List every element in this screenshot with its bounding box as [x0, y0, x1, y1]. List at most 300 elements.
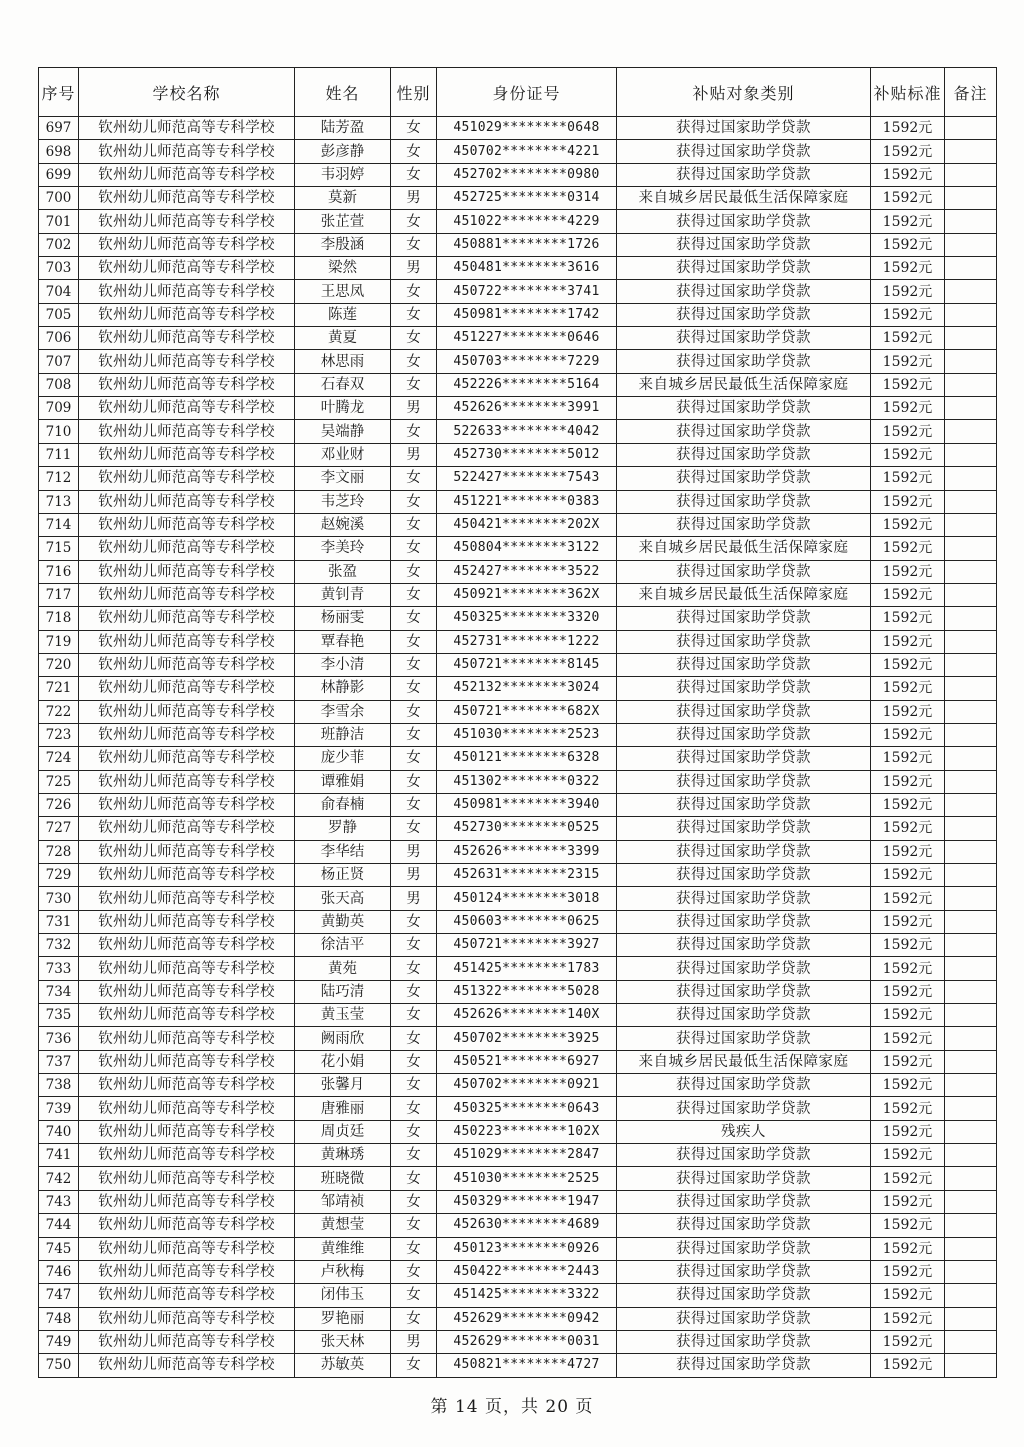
table-row: [39, 887, 997, 910]
cell-id-number: 450721********8145: [437, 653, 617, 676]
cell-remark: [945, 490, 997, 513]
cell-gender: 女: [391, 163, 437, 186]
cell-category: 获得过国家助学贷款: [617, 303, 871, 326]
table-row: [39, 934, 997, 957]
cell-subsidy: 1592元: [871, 397, 945, 420]
cell-subsidy: 1592元: [871, 1097, 945, 1120]
cell-gender: 女: [391, 934, 437, 957]
cell-name: 俞春楠: [295, 793, 391, 816]
subsidy-roster-table: [38, 67, 997, 1378]
table-row: [39, 327, 997, 350]
cell-category: 获得过国家助学贷款: [617, 677, 871, 700]
cell-seq: 747: [39, 1284, 79, 1307]
cell-name: 韦芝玲: [295, 490, 391, 513]
cell-subsidy: 1592元: [871, 257, 945, 280]
cell-remark: [945, 1074, 997, 1097]
cell-subsidy: 1592元: [871, 140, 945, 163]
cell-school: 钦州幼儿师范高等专科学校: [79, 1354, 295, 1377]
cell-name: 黄钊青: [295, 583, 391, 606]
cell-subsidy: 1592元: [871, 1214, 945, 1237]
cell-subsidy: 1592元: [871, 537, 945, 560]
cell-school: 钦州幼儿师范高等专科学校: [79, 467, 295, 490]
cell-remark: [945, 187, 997, 210]
cell-id-number: 451322********5028: [437, 980, 617, 1003]
cell-category: 获得过国家助学贷款: [617, 443, 871, 466]
cell-subsidy: 1592元: [871, 630, 945, 653]
cell-id-number: 452427********3522: [437, 560, 617, 583]
cell-id-number: 450722********3741: [437, 280, 617, 303]
cell-remark: [945, 747, 997, 770]
cell-school: 钦州幼儿师范高等专科学校: [79, 490, 295, 513]
cell-remark: [945, 257, 997, 280]
cell-gender: 女: [391, 373, 437, 396]
cell-seq: 733: [39, 957, 79, 980]
cell-name: 陆芳盈: [295, 117, 391, 140]
table-row: [39, 1097, 997, 1120]
table-row: [39, 957, 997, 980]
table-row: [39, 770, 997, 793]
table-row: [39, 1167, 997, 1190]
cell-name: 邹靖祯: [295, 1190, 391, 1213]
cell-gender: 女: [391, 1260, 437, 1283]
cell-category: 获得过国家助学贷款: [617, 607, 871, 630]
cell-subsidy: 1592元: [871, 887, 945, 910]
cell-gender: 男: [391, 1330, 437, 1353]
cell-category: 获得过国家助学贷款: [617, 467, 871, 490]
cell-subsidy: 1592元: [871, 1237, 945, 1260]
cell-remark: [945, 1004, 997, 1027]
cell-school: 钦州幼儿师范高等专科学校: [79, 980, 295, 1003]
cell-category: 获得过国家助学贷款: [617, 513, 871, 536]
cell-name: 梁然: [295, 257, 391, 280]
cell-seq: 737: [39, 1050, 79, 1073]
cell-school: 钦州幼儿师范高等专科学校: [79, 607, 295, 630]
cell-category: 获得过国家助学贷款: [617, 560, 871, 583]
table-row: [39, 700, 997, 723]
cell-seq: 718: [39, 607, 79, 630]
cell-remark: [945, 1284, 997, 1307]
cell-id-number: 450325********0643: [437, 1097, 617, 1120]
cell-seq: 705: [39, 303, 79, 326]
cell-school: 钦州幼儿师范高等专科学校: [79, 1284, 295, 1307]
cell-remark: [945, 1214, 997, 1237]
cell-seq: 702: [39, 233, 79, 256]
cell-school: 钦州幼儿师范高等专科学校: [79, 420, 295, 443]
cell-gender: 女: [391, 723, 437, 746]
cell-seq: 716: [39, 560, 79, 583]
cell-name: 班静洁: [295, 723, 391, 746]
cell-school: 钦州幼儿师范高等专科学校: [79, 630, 295, 653]
cell-name: 李文丽: [295, 467, 391, 490]
cell-seq: 717: [39, 583, 79, 606]
cell-gender: 女: [391, 560, 437, 583]
cell-id-number: 452725********0314: [437, 187, 617, 210]
cell-school: 钦州幼儿师范高等专科学校: [79, 1027, 295, 1050]
cell-school: 钦州幼儿师范高等专科学校: [79, 910, 295, 933]
cell-school: 钦州幼儿师范高等专科学校: [79, 560, 295, 583]
cell-gender: 女: [391, 957, 437, 980]
cell-school: 钦州幼儿师范高等专科学校: [79, 1214, 295, 1237]
cell-subsidy: 1592元: [871, 1260, 945, 1283]
cell-gender: 女: [391, 513, 437, 536]
table-row: [39, 677, 997, 700]
table-row: [39, 513, 997, 536]
cell-category: 获得过国家助学贷款: [617, 1190, 871, 1213]
cell-school: 钦州幼儿师范高等专科学校: [79, 1120, 295, 1143]
cell-name: 李殷涵: [295, 233, 391, 256]
cell-gender: 男: [391, 397, 437, 420]
table-row: [39, 233, 997, 256]
cell-gender: 女: [391, 793, 437, 816]
cell-remark: [945, 910, 997, 933]
cell-id-number: 452631********2315: [437, 864, 617, 887]
cell-name: 卢秋梅: [295, 1260, 391, 1283]
cell-subsidy: 1592元: [871, 1167, 945, 1190]
cell-seq: 699: [39, 163, 79, 186]
cell-seq: 744: [39, 1214, 79, 1237]
cell-school: 钦州幼儿师范高等专科学校: [79, 1097, 295, 1120]
cell-name: 阙雨欣: [295, 1027, 391, 1050]
cell-gender: 女: [391, 467, 437, 490]
cell-school: 钦州幼儿师范高等专科学校: [79, 1237, 295, 1260]
cell-category: 获得过国家助学贷款: [617, 1237, 871, 1260]
cell-remark: [945, 1190, 997, 1213]
cell-id-number: 450603********0625: [437, 910, 617, 933]
cell-gender: 女: [391, 1237, 437, 1260]
cell-gender: 女: [391, 910, 437, 933]
table-row: [39, 1330, 997, 1353]
cell-gender: 女: [391, 817, 437, 840]
cell-school: 钦州幼儿师范高等专科学校: [79, 257, 295, 280]
cell-gender: 女: [391, 630, 437, 653]
header-name: 姓名: [295, 68, 391, 117]
cell-name: 吴端静: [295, 420, 391, 443]
cell-seq: 734: [39, 980, 79, 1003]
table-row: [39, 1144, 997, 1167]
cell-remark: [945, 607, 997, 630]
cell-subsidy: 1592元: [871, 1330, 945, 1353]
cell-id-number: 450481********3616: [437, 257, 617, 280]
cell-id-number: 452132********3024: [437, 677, 617, 700]
table-row: [39, 1214, 997, 1237]
table-row: [39, 1354, 997, 1377]
cell-gender: 女: [391, 1027, 437, 1050]
cell-gender: 女: [391, 490, 437, 513]
cell-id-number: 450702********4221: [437, 140, 617, 163]
cell-school: 钦州幼儿师范高等专科学校: [79, 1144, 295, 1167]
cell-remark: [945, 327, 997, 350]
cell-remark: [945, 934, 997, 957]
cell-gender: 女: [391, 327, 437, 350]
cell-id-number: 450721********3927: [437, 934, 617, 957]
cell-id-number: 452702********0980: [437, 163, 617, 186]
table-row: [39, 210, 997, 233]
cell-id-number: 451022********4229: [437, 210, 617, 233]
cell-id-number: 452626********3399: [437, 840, 617, 863]
cell-remark: [945, 467, 997, 490]
cell-name: 李雪余: [295, 700, 391, 723]
cell-remark: [945, 653, 997, 676]
cell-category: 获得过国家助学贷款: [617, 770, 871, 793]
cell-seq: 729: [39, 864, 79, 887]
cell-category: 获得过国家助学贷款: [617, 864, 871, 887]
cell-remark: [945, 1307, 997, 1330]
cell-remark: [945, 513, 997, 536]
cell-seq: 745: [39, 1237, 79, 1260]
cell-id-number: 450981********3940: [437, 793, 617, 816]
cell-category: 获得过国家助学贷款: [617, 1167, 871, 1190]
cell-id-number: 452626********3991: [437, 397, 617, 420]
cell-subsidy: 1592元: [871, 1004, 945, 1027]
cell-id-number: 450223********102X: [437, 1120, 617, 1143]
cell-name: 黄想莹: [295, 1214, 391, 1237]
cell-remark: [945, 1144, 997, 1167]
cell-id-number: 451227********0646: [437, 327, 617, 350]
cell-name: 韦羽婷: [295, 163, 391, 186]
cell-seq: 724: [39, 747, 79, 770]
cell-category: 获得过国家助学贷款: [617, 840, 871, 863]
cell-subsidy: 1592元: [871, 1074, 945, 1097]
header-gender: 性别: [391, 68, 437, 117]
cell-subsidy: 1592元: [871, 1354, 945, 1377]
cell-id-number: 450981********1742: [437, 303, 617, 326]
cell-subsidy: 1592元: [871, 303, 945, 326]
cell-seq: 727: [39, 817, 79, 840]
cell-name: 张天高: [295, 887, 391, 910]
table-row: [39, 583, 997, 606]
cell-remark: [945, 980, 997, 1003]
cell-name: 徐洁平: [295, 934, 391, 957]
cell-seq: 703: [39, 257, 79, 280]
cell-category: 来自城乡居民最低生活保障家庭: [617, 583, 871, 606]
table-row: [39, 1027, 997, 1050]
cell-gender: 女: [391, 1050, 437, 1073]
table-row: [39, 1284, 997, 1307]
cell-seq: 730: [39, 887, 79, 910]
cell-subsidy: 1592元: [871, 1144, 945, 1167]
cell-subsidy: 1592元: [871, 1190, 945, 1213]
table-row: [39, 443, 997, 466]
cell-id-number: 450521********6927: [437, 1050, 617, 1073]
cell-name: 彭彦静: [295, 140, 391, 163]
cell-school: 钦州幼儿师范高等专科学校: [79, 327, 295, 350]
header-category: 补贴对象类别: [617, 68, 871, 117]
header-remark: 备注: [945, 68, 997, 117]
cell-school: 钦州幼儿师范高等专科学校: [79, 1167, 295, 1190]
cell-category: 获得过国家助学贷款: [617, 1144, 871, 1167]
cell-remark: [945, 1260, 997, 1283]
cell-gender: 男: [391, 864, 437, 887]
cell-school: 钦州幼儿师范高等专科学校: [79, 280, 295, 303]
cell-seq: 743: [39, 1190, 79, 1213]
cell-seq: 719: [39, 630, 79, 653]
cell-seq: 701: [39, 210, 79, 233]
cell-subsidy: 1592元: [871, 1027, 945, 1050]
cell-remark: [945, 770, 997, 793]
cell-seq: 712: [39, 467, 79, 490]
cell-name: 李小清: [295, 653, 391, 676]
cell-remark: [945, 560, 997, 583]
table-row: [39, 350, 997, 373]
table-row: [39, 864, 997, 887]
table-row: [39, 1237, 997, 1260]
cell-school: 钦州幼儿师范高等专科学校: [79, 513, 295, 536]
cell-name: 陈莲: [295, 303, 391, 326]
cell-gender: 男: [391, 257, 437, 280]
cell-school: 钦州幼儿师范高等专科学校: [79, 303, 295, 326]
cell-subsidy: 1592元: [871, 653, 945, 676]
cell-remark: [945, 817, 997, 840]
cell-id-number: 452630********4689: [437, 1214, 617, 1237]
cell-remark: [945, 887, 997, 910]
table-row: [39, 840, 997, 863]
cell-school: 钦州幼儿师范高等专科学校: [79, 770, 295, 793]
cell-category: 获得过国家助学贷款: [617, 934, 871, 957]
cell-school: 钦州幼儿师范高等专科学校: [79, 210, 295, 233]
cell-seq: 731: [39, 910, 79, 933]
cell-gender: 女: [391, 980, 437, 1003]
cell-gender: 女: [391, 1354, 437, 1377]
cell-seq: 697: [39, 117, 79, 140]
cell-remark: [945, 630, 997, 653]
cell-school: 钦州幼儿师范高等专科学校: [79, 117, 295, 140]
table-row: [39, 1004, 997, 1027]
cell-gender: 女: [391, 303, 437, 326]
cell-subsidy: 1592元: [871, 443, 945, 466]
cell-seq: 723: [39, 723, 79, 746]
cell-seq: 732: [39, 934, 79, 957]
cell-remark: [945, 443, 997, 466]
table-row: [39, 537, 997, 560]
cell-id-number: 450421********202X: [437, 513, 617, 536]
cell-id-number: 451302********0322: [437, 770, 617, 793]
cell-name: 张天林: [295, 1330, 391, 1353]
cell-subsidy: 1592元: [871, 957, 945, 980]
cell-remark: [945, 677, 997, 700]
cell-gender: 女: [391, 653, 437, 676]
cell-school: 钦州幼儿师范高等专科学校: [79, 1050, 295, 1073]
cell-id-number: 450422********2443: [437, 1260, 617, 1283]
cell-category: 获得过国家助学贷款: [617, 1027, 871, 1050]
cell-seq: 698: [39, 140, 79, 163]
cell-category: 获得过国家助学贷款: [617, 747, 871, 770]
table-row: [39, 117, 997, 140]
cell-id-number: 450821********4727: [437, 1354, 617, 1377]
cell-remark: [945, 397, 997, 420]
cell-subsidy: 1592元: [871, 373, 945, 396]
cell-remark: [945, 1120, 997, 1143]
cell-seq: 735: [39, 1004, 79, 1027]
cell-subsidy: 1592元: [871, 1307, 945, 1330]
header-row: [39, 68, 997, 117]
cell-name: 花小娟: [295, 1050, 391, 1073]
cell-remark: [945, 1237, 997, 1260]
cell-subsidy: 1592元: [871, 583, 945, 606]
cell-seq: 740: [39, 1120, 79, 1143]
cell-subsidy: 1592元: [871, 840, 945, 863]
cell-remark: [945, 840, 997, 863]
cell-school: 钦州幼儿师范高等专科学校: [79, 817, 295, 840]
cell-name: 杨正贤: [295, 864, 391, 887]
cell-seq: 704: [39, 280, 79, 303]
cell-name: 黄维维: [295, 1237, 391, 1260]
table-row: [39, 303, 997, 326]
cell-remark: [945, 1097, 997, 1120]
cell-category: 来自城乡居民最低生活保障家庭: [617, 537, 871, 560]
table-row: [39, 607, 997, 630]
cell-name: 黄琳琇: [295, 1144, 391, 1167]
cell-subsidy: 1592元: [871, 1050, 945, 1073]
cell-id-number: 452629********0942: [437, 1307, 617, 1330]
cell-gender: 女: [391, 583, 437, 606]
table-row: [39, 560, 997, 583]
cell-category: 获得过国家助学贷款: [617, 817, 871, 840]
cell-subsidy: 1592元: [871, 327, 945, 350]
table-row: [39, 257, 997, 280]
cell-subsidy: 1592元: [871, 117, 945, 140]
cell-category: 残疾人: [617, 1120, 871, 1143]
cell-seq: 742: [39, 1167, 79, 1190]
cell-gender: 女: [391, 1004, 437, 1027]
cell-category: 获得过国家助学贷款: [617, 887, 871, 910]
cell-subsidy: 1592元: [871, 770, 945, 793]
cell-id-number: 450123********0926: [437, 1237, 617, 1260]
cell-category: 获得过国家助学贷款: [617, 397, 871, 420]
cell-remark: [945, 373, 997, 396]
cell-remark: [945, 700, 997, 723]
cell-subsidy: 1592元: [871, 934, 945, 957]
cell-gender: 女: [391, 1307, 437, 1330]
cell-id-number: 451029********2847: [437, 1144, 617, 1167]
cell-gender: 女: [391, 537, 437, 560]
cell-school: 钦州幼儿师范高等专科学校: [79, 1330, 295, 1353]
cell-school: 钦州幼儿师范高等专科学校: [79, 140, 295, 163]
cell-remark: [945, 210, 997, 233]
cell-id-number: 450702********3925: [437, 1027, 617, 1050]
cell-id-number: 451425********3322: [437, 1284, 617, 1307]
cell-category: 获得过国家助学贷款: [617, 1354, 871, 1377]
cell-subsidy: 1592元: [871, 1120, 945, 1143]
table-row: [39, 723, 997, 746]
cell-seq: 711: [39, 443, 79, 466]
cell-gender: 女: [391, 233, 437, 256]
cell-name: 黄玉莹: [295, 1004, 391, 1027]
cell-name: 闭伟玉: [295, 1284, 391, 1307]
cell-name: 林静影: [295, 677, 391, 700]
cell-school: 钦州幼儿师范高等专科学校: [79, 700, 295, 723]
cell-gender: 女: [391, 677, 437, 700]
cell-school: 钦州幼儿师范高等专科学校: [79, 887, 295, 910]
cell-seq: 714: [39, 513, 79, 536]
table-row: [39, 910, 997, 933]
cell-subsidy: 1592元: [871, 513, 945, 536]
cell-category: 获得过国家助学贷款: [617, 1214, 871, 1237]
cell-name: 苏敏英: [295, 1354, 391, 1377]
table-row: [39, 187, 997, 210]
cell-school: 钦州幼儿师范高等专科学校: [79, 793, 295, 816]
cell-name: 黄夏: [295, 327, 391, 350]
cell-gender: 女: [391, 140, 437, 163]
cell-gender: 女: [391, 1097, 437, 1120]
cell-gender: 女: [391, 117, 437, 140]
cell-remark: [945, 1027, 997, 1050]
cell-name: 黄勤英: [295, 910, 391, 933]
cell-school: 钦州幼儿师范高等专科学校: [79, 443, 295, 466]
cell-gender: 女: [391, 607, 437, 630]
cell-seq: 739: [39, 1097, 79, 1120]
cell-category: 获得过国家助学贷款: [617, 163, 871, 186]
cell-category: 获得过国家助学贷款: [617, 1330, 871, 1353]
